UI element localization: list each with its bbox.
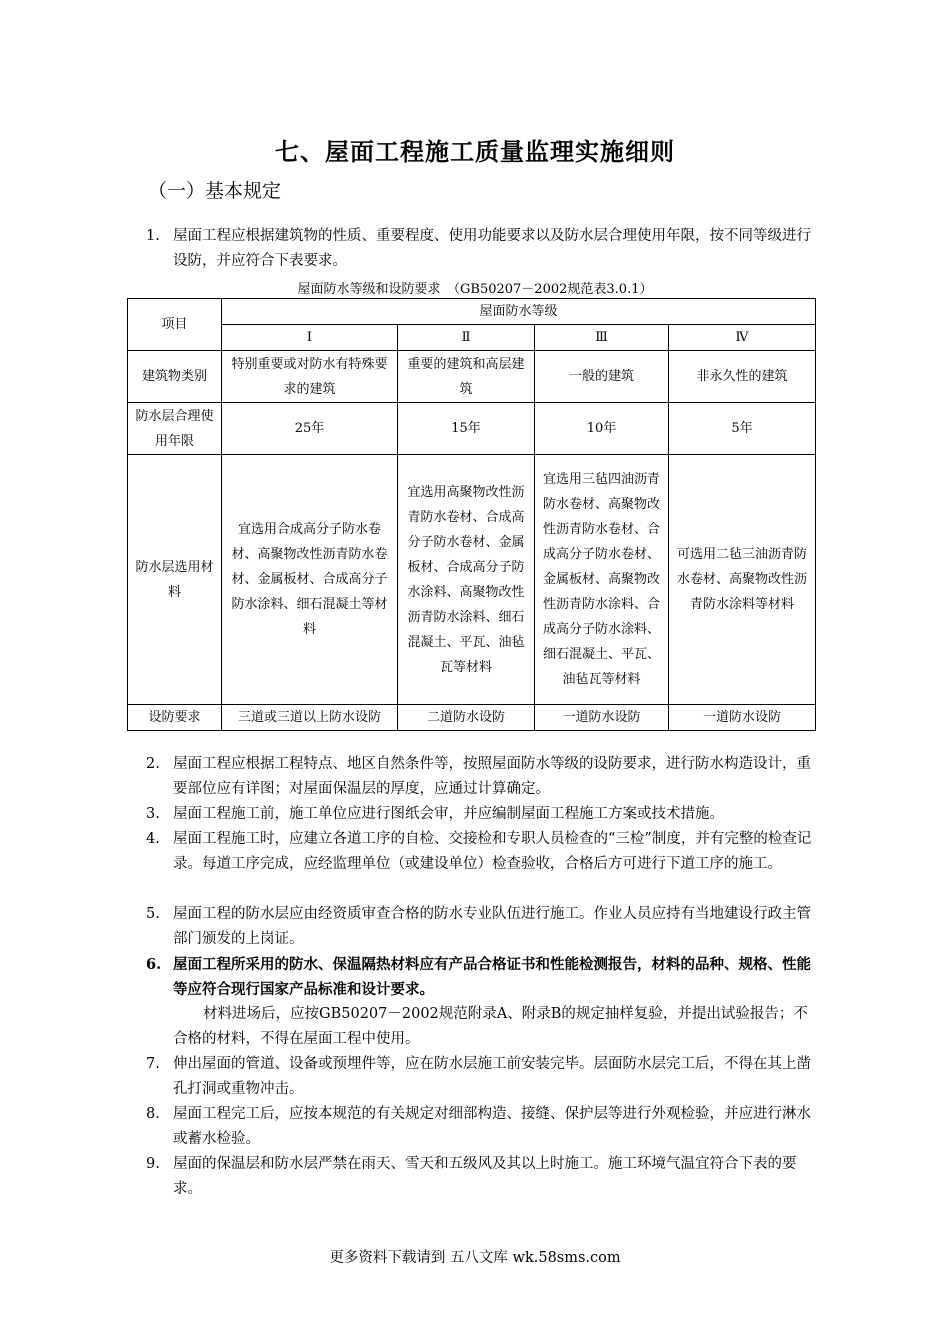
- list-item: [146, 1102, 816, 1152]
- item-number: 8.: [146, 1106, 160, 1122]
- row-label: 防水层选用材料: [128, 455, 222, 705]
- item-number: 6.: [146, 956, 162, 973]
- list-item: [146, 952, 816, 1002]
- grade-header: Ⅳ: [669, 325, 816, 351]
- item-text: 屋面工程施工时，应建立各道工序的自检、交接检和专职人员检查的“三检”制度，并有完整的检查记录。每道工序完成，应经监理单位（或建设单位）检查验收，合格后方可进行下道工序的施工。: [173, 831, 812, 872]
- item-number: 7.: [146, 1056, 160, 1072]
- row-label: 防水层合理使用年限: [128, 403, 222, 455]
- table-cell: 二道防水设防: [398, 705, 535, 731]
- table-cell: 宜选用高聚物改性沥青防水卷材、合成高分子防水卷材、金属板材、合成高分子防水涂料、高聚物改性沥青防水涂料、细石混凝土、平瓦、油毡瓦等材料: [398, 455, 535, 705]
- list-item: [146, 752, 816, 802]
- item-number: 2.: [146, 756, 160, 772]
- table-row: [128, 455, 816, 705]
- grade-header: Ⅱ: [398, 325, 535, 351]
- table-row: [128, 403, 816, 455]
- grade-header: Ⅰ: [222, 325, 398, 351]
- list-item: [146, 224, 816, 274]
- table-cell: 15年: [398, 403, 535, 455]
- section-heading: （一）基本规定: [148, 180, 282, 202]
- grade-header: Ⅲ: [535, 325, 669, 351]
- row-label: 建筑物类别: [128, 351, 222, 403]
- table-cell: 一道防水设防: [669, 705, 816, 731]
- table-cell: 重要的建筑和高层建筑: [398, 351, 535, 403]
- item-number: 3.: [146, 806, 160, 822]
- table-cell: 宜选用三毡四油沥青防水卷材、高聚物改性沥青防水卷材、合成高分子防水卷材、金属板材、高聚物改性沥青防水涂料、合成高分子防水涂料、细石混凝土、平瓦、油毡瓦等材料: [535, 455, 669, 705]
- table-cell: 25年: [222, 403, 398, 455]
- header-group-cell: 屋面防水等级: [222, 299, 816, 325]
- list-item: [146, 802, 816, 827]
- row-label: 设防要求: [128, 705, 222, 731]
- item-number: 4.: [146, 831, 160, 847]
- header-item-cell: 项目: [128, 299, 222, 351]
- table-cell: 非永久性的建筑: [669, 351, 816, 403]
- list-item: [146, 902, 816, 952]
- item-text: 伸出屋面的管道、设备或预埋件等，应在防水层施工前安装完毕。层面防水层完工后，不得在其上凿孔打洞或重物冲击。: [173, 1056, 811, 1097]
- table-cell: 10年: [535, 403, 669, 455]
- item-6-note: 材料进场后，应按GB50207－2002规范附录A、附录B的规定抽样复验，并提出试验报告；不合格的材料，不得在屋面工程中使用。: [173, 1006, 808, 1047]
- page-title: 七、屋面工程施工质量监理实施细则: [275, 137, 675, 166]
- item-text: 屋面的保温层和防水层严禁在雨天、雪天和五级风及其以上时施工。施工环境气温宜符合下表的要求。: [173, 1156, 797, 1197]
- item-text: 屋面工程施工前，施工单位应进行图纸会审，并应编制屋面工程施工方案或技术措施。: [173, 806, 724, 822]
- item-text: 屋面工程应根据建筑物的性质、重要程度、使用功能要求以及防水层合理使用年限，按不同等级进行设防，并应符合下表要求。: [173, 228, 811, 269]
- item-text: 屋面工程完工后，应按本规范的有关规定对细部构造、接缝、保护层等进行外观检验，并应进行淋水或蓄水检验。: [173, 1106, 811, 1147]
- item-number: 9.: [146, 1156, 160, 1172]
- item-text: 屋面工程所采用的防水、保温隔热材料应有产品合格证书和性能检测报告，材料的品种、规格、性能等应符合现行国家产品标准和设计要求。: [173, 956, 811, 998]
- item-text: 屋面工程的防水层应由经资质审查合格的防水专业队伍进行施工。作业人员应持有当地建设行政主管部门颁发的上岗证。: [173, 906, 811, 947]
- waterproof-grade-table: [127, 298, 816, 731]
- table-cell: 一般的建筑: [535, 351, 669, 403]
- table-row: [128, 705, 816, 731]
- table-cell: 宜选用合成高分子防水卷材、高聚物改性沥青防水卷材、金属板材、合成高分子防水涂料、细石混凝土等材料: [222, 455, 398, 705]
- list-item: [146, 827, 816, 877]
- table-cell: 一道防水设防: [535, 705, 669, 731]
- table-cell: 可选用二毡三油沥青防水卷材、高聚物改性沥青防水涂料等材料: [669, 455, 816, 705]
- table-cell: 特别重要或对防水有特殊要求的建筑: [222, 351, 398, 403]
- list-item: [146, 1152, 816, 1202]
- item-text: 屋面工程应根据工程特点、地区自然条件等，按照屋面防水等级的设防要求，进行防水构造设计，重要部位应有详图；对屋面保温层的厚度，应通过计算确定。: [173, 756, 811, 797]
- table-cell: 5年: [669, 403, 816, 455]
- table-caption: 屋面防水等级和设防要求 （GB50207－2002规范表3.0.1）: [297, 282, 653, 297]
- item-number: 5.: [146, 906, 160, 922]
- item-number: 1.: [146, 228, 160, 244]
- table-row: [128, 351, 816, 403]
- page-footer: 更多资料下载请到 五八文库 wk.58sms.com: [329, 1250, 621, 1266]
- list-item: [146, 1052, 816, 1102]
- table-cell: 三道或三道以上防水设防: [222, 705, 398, 731]
